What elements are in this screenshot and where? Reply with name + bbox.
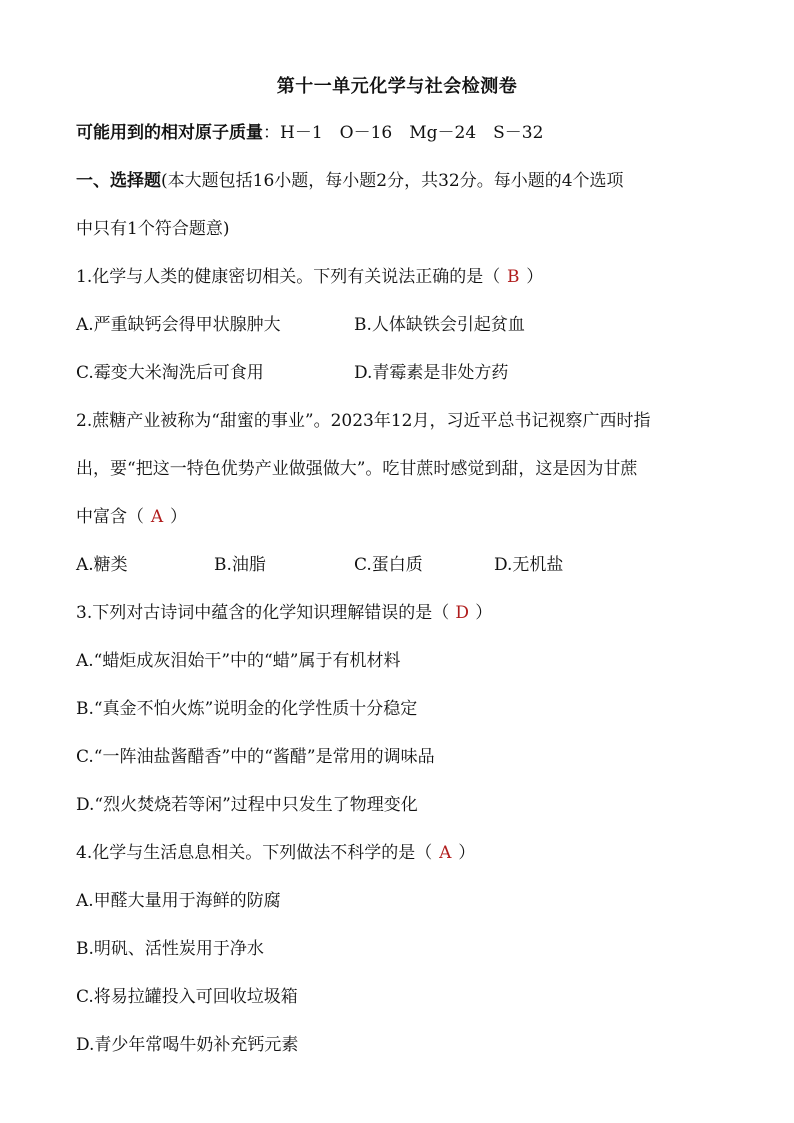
question-2-stem-line1: 2.蔗糖产业被称为“甜蜜的事业”。2023年12月，习近平总书记视察广西时指 — [76, 411, 651, 431]
question-4-option-a: A.甲醛大量用于海鲜的防腐 — [76, 891, 281, 911]
question-3-option-c: C.“一阵油盐酱醋香”中的“酱醋”是常用的调味品 — [76, 747, 435, 767]
question-3-option-d: D.“烈火焚烧若等闲”过程中只发生了物理变化 — [76, 795, 418, 815]
question-1-option-d: D.青霉素是非处方药 — [354, 363, 509, 383]
atomic-mass-label: 可能用到的相对原子质量 — [76, 123, 263, 143]
question-4-option-b: B.明矾、活性炭用于净水 — [76, 939, 264, 959]
question-2-stem-line2: 出，要“把这一特色优势产业做强做大”。吃甘蔗时感觉到甜，这是因为甘蔗 — [76, 459, 638, 479]
atomic-mass-line — [76, 121, 543, 145]
question-stem: 3.下列对古诗词中蕴含的化学知识理解错误的是（ — [76, 603, 450, 623]
question-1-option-c: C.霉变大米淘洗后可食用 — [76, 363, 264, 383]
question-1-answer: B — [506, 267, 520, 287]
question-1-option-a: A.严重缺钙会得甲状腺肿大 — [76, 315, 281, 335]
section-description: (本大题包括16小题，每小题2分，共32分。每小题的4个选项 — [161, 171, 624, 191]
question-3-option-a: A.“蜡炬成灰泪始干”中的“蜡”属于有机材料 — [76, 651, 401, 671]
question-2-stem-line3 — [76, 505, 187, 529]
question-4-option-c: C.将易拉罐投入可回收垃圾箱 — [76, 987, 298, 1007]
question-3-option-b: B.“真金不怕火炼”说明金的化学性质十分稳定 — [76, 699, 418, 719]
question-close-paren: ） — [458, 843, 476, 863]
question-2-answer: A — [150, 507, 164, 527]
page-title: 第十一单元化学与社会检测卷 — [276, 76, 518, 97]
question-1-stem — [76, 265, 543, 289]
section-description-cont: 中只有1个符合题意) — [76, 219, 230, 239]
question-4-answer: A — [439, 843, 452, 863]
question-4-stem — [76, 841, 475, 865]
question-3-answer: D — [455, 603, 470, 623]
question-2-option-b: B.油脂 — [214, 555, 266, 575]
question-close-paren: ） — [170, 507, 187, 527]
question-2-option-d: D.无机盐 — [494, 555, 564, 575]
question-close-paren: ） — [475, 603, 493, 623]
question-2-option-c: C.蛋白质 — [354, 555, 423, 575]
question-stem: 1.化学与人类的健康密切相关。下列有关说法正确的是（ — [76, 267, 501, 287]
question-2-option-a: A.糖类 — [76, 555, 128, 575]
atomic-mass-colon: ： — [263, 123, 280, 143]
question-stem: 中富含（ — [76, 507, 144, 527]
question-3-stem — [76, 601, 492, 625]
question-stem: 4.化学与生活息息相关。下列做法不科学的是（ — [76, 843, 433, 863]
atomic-mass-values: H－1 O－16 Mg－24 S－32 — [280, 123, 544, 143]
question-1-option-b: B.人体缺铁会引起贫血 — [354, 315, 525, 335]
question-4-option-d: D.青少年常喝牛奶补充钙元素 — [76, 1035, 299, 1055]
section-heading-line — [76, 169, 624, 193]
section-heading: 一、选择题 — [76, 171, 161, 191]
question-close-paren: ） — [526, 267, 544, 287]
